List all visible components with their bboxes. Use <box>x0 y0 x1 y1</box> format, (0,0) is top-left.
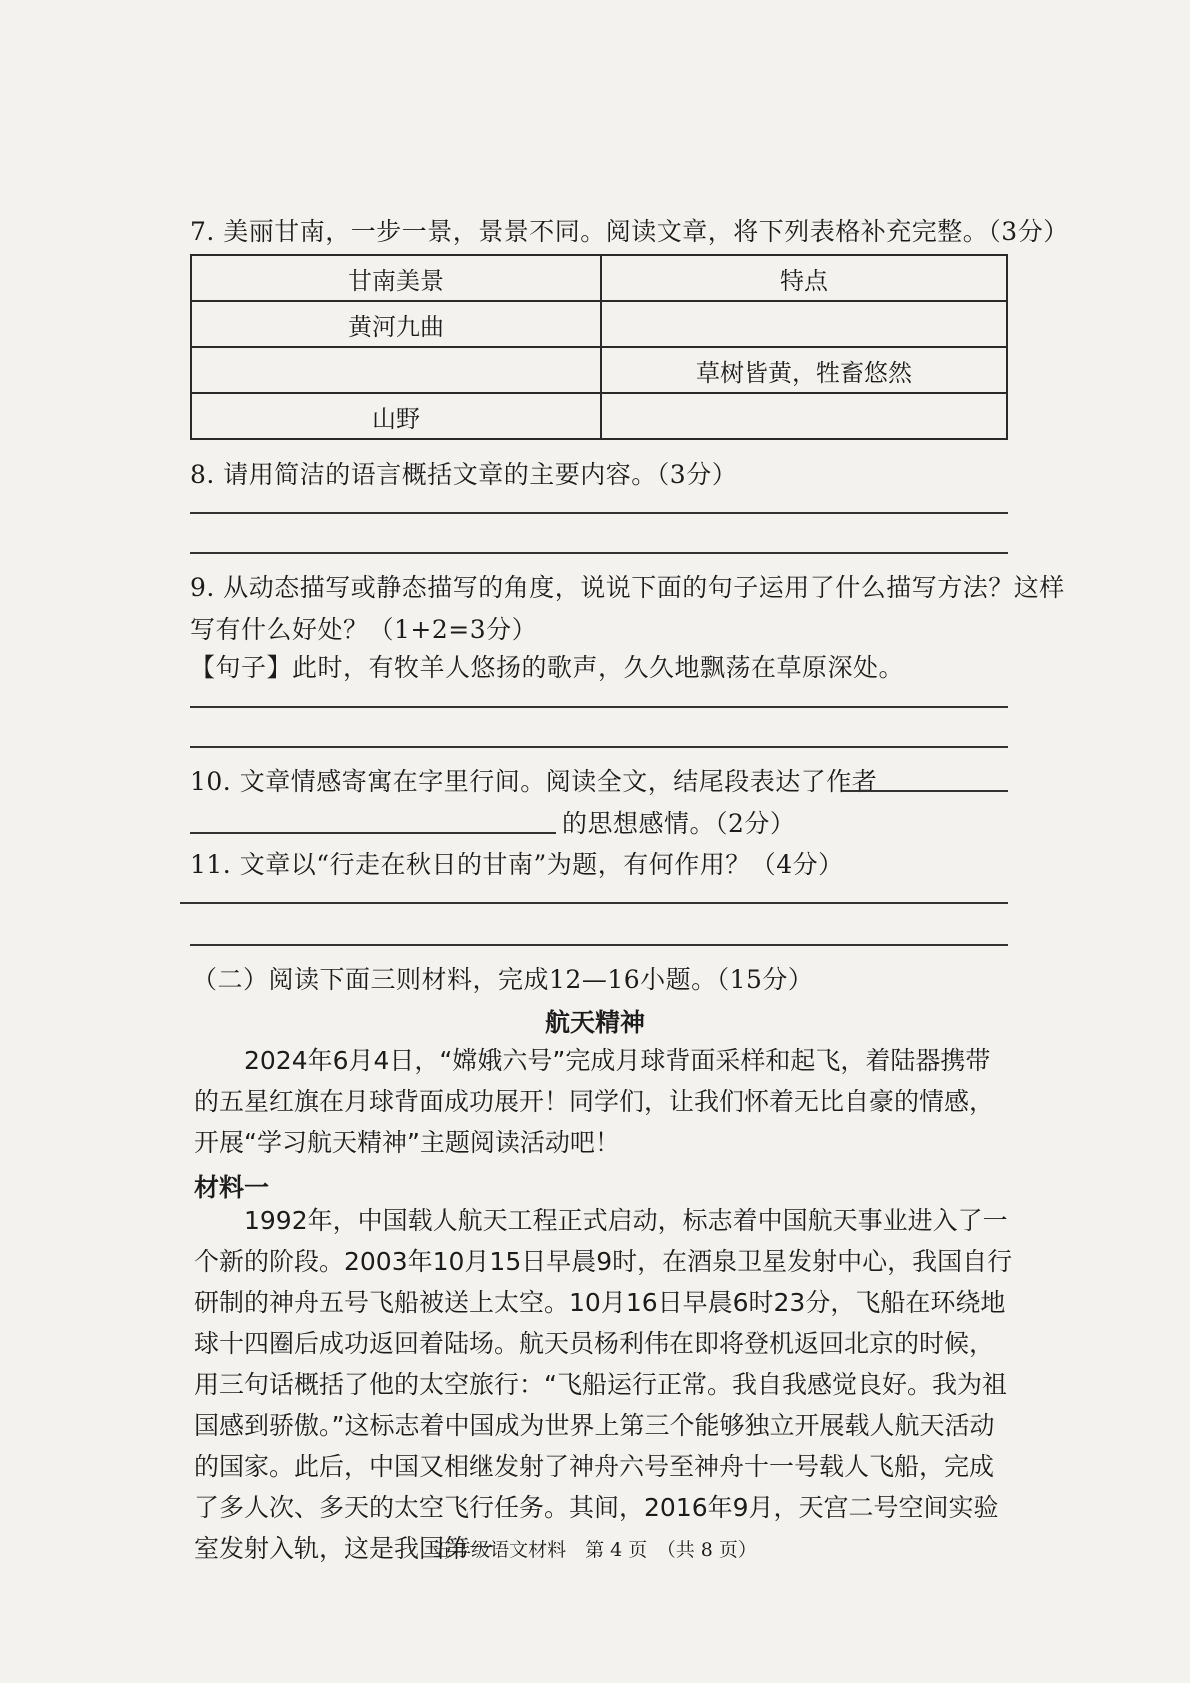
material-paragraph: 1992年，中国载人航天工程正式启动，标志着中国航天事业进入了一个新的阶段。2003年10月15日早晨9时，在酒泉卫星发射中心，我国自行研制的神舟五号飞船被送上太空。10月16日早晨6时23分，飞船在环绕地球十四圈后成功返回着陆场。航天员杨利伟在即将登机返回北京的时候，用三句话概括了他的太空旅行：“飞船运行正常。我自我感觉良好。我为祖国感到骄傲。”这标志着中国成为世界上第三个能够独立开展载人航天活动的国家。此后，中国又相继发射了神舟六号至神舟十一号载人飞船，完成了多人次、多天的太空飞行任务。其间，2016年9月，天宫二号空间实验室发射入轨，这是我国第一 <box>194 1206 1013 1563</box>
table-header-cell: 特点 <box>601 255 1007 301</box>
table-cell: 山野 <box>191 393 601 439</box>
q9-sentence: 【句子】此时，有牧羊人悠扬的歌声，久久地飘荡在草原深处。 <box>190 653 905 682</box>
fill-blank[interactable] <box>842 790 1008 792</box>
q9-prompt-line2: 写有什么好处？（1+2=3分） <box>190 615 538 644</box>
table-cell-blank[interactable] <box>191 347 601 393</box>
table-row <box>191 301 1007 347</box>
q7-prompt: 7. 美丽甘南，一步一景，景景不同。阅读文章，将下列表格补充完整。（3分） <box>190 217 1069 246</box>
q11-prompt: 11. 文章以“行走在秋日的甘南”为题，有何作用？（4分） <box>190 850 844 879</box>
table-cell-blank[interactable] <box>601 301 1007 347</box>
table-cell: 草树皆黄，牲畜悠然 <box>601 347 1007 393</box>
q8-prompt: 8. 请用简洁的语言概括文章的主要内容。（3分） <box>190 460 738 489</box>
intro-paragraph: 2024年6月4日，“嫦娥六号”完成月球背面采样和起飞，着陆器携带的五星红旗在月球背面成功展开！同学们，让我们怀着无比自豪的情感，开展“学习航天精神”主题阅读活动吧！ <box>194 1046 995 1157</box>
table-cell: 黄河九曲 <box>191 301 601 347</box>
answer-line[interactable] <box>190 706 1008 708</box>
page-footer: 五年级语文材料 第 4 页 （共 8 页） <box>433 1539 757 1561</box>
q9-prompt-line1: 9. 从动态描写或静态描写的角度，说说下面的句子运用了什么描写方法？这样 <box>190 573 1065 602</box>
q10-line1: 10. 文章情感寄寓在字里行间。阅读全文，结尾段表达了作者 <box>190 767 878 796</box>
answer-line[interactable] <box>190 746 1008 748</box>
article-title: 航天精神 <box>544 1008 645 1037</box>
table-header-row <box>191 255 1007 301</box>
table-header-cell: 甘南美景 <box>191 255 601 301</box>
answer-line[interactable] <box>180 902 1008 904</box>
material-label: 材料一 <box>194 1173 270 1202</box>
table-row <box>191 393 1007 439</box>
section-heading: （二）阅读下面三则材料，完成12—16小题。（15分） <box>192 965 814 994</box>
table-cell-blank[interactable] <box>601 393 1007 439</box>
answer-line[interactable] <box>190 944 1008 946</box>
answer-line[interactable] <box>190 552 1008 554</box>
q10-line2: 的思想感情。（2分） <box>562 809 796 838</box>
q7-table <box>190 254 1008 440</box>
answer-line[interactable] <box>190 512 1008 514</box>
table-row <box>191 347 1007 393</box>
fill-blank[interactable] <box>190 832 556 834</box>
